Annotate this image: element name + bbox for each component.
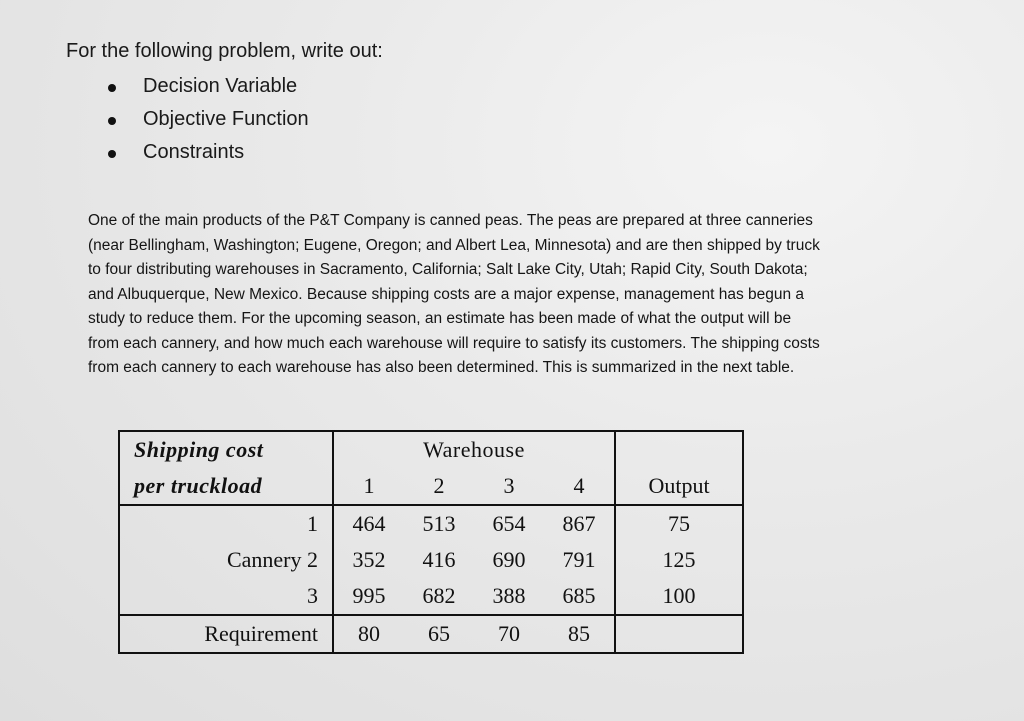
paragraph-line: to four distributing warehouses in Sacramento, California; Salt Lake City, Utah; Rapid City, South Dakota;	[88, 261, 808, 278]
cost-cell: 352	[352, 547, 386, 572]
corner-header-line1: Shipping cost	[119, 431, 333, 468]
cost-cell: 654	[492, 511, 526, 536]
shipping-cost-table	[118, 430, 744, 654]
cost-cell: 791	[562, 547, 596, 572]
problem-paragraph	[88, 209, 1008, 381]
bullet-text: Decision Variable	[143, 75, 298, 97]
bullet-item	[100, 72, 309, 105]
cost-cell: 690	[492, 547, 526, 572]
cost-cell: 416	[422, 547, 456, 572]
output-cell: 100	[615, 578, 743, 615]
paragraph-line: study to reduce them. For the upcoming season, an estimate has been made of what the output will be	[88, 310, 792, 327]
cost-cell: 867	[562, 511, 596, 536]
instructions-heading: For the following problem, write out:	[66, 40, 383, 62]
cannery-number: 3	[119, 578, 333, 615]
cannery-label: Cannery	[226, 547, 302, 572]
cost-cell: 388	[492, 583, 526, 608]
bullet-text: Objective Function	[143, 108, 309, 130]
bullet-item	[100, 105, 309, 138]
output-cell: 125	[615, 542, 743, 578]
requirement-row	[119, 615, 743, 653]
requirement-label: Requirement	[119, 615, 333, 653]
requirement-cell: 70	[474, 615, 544, 653]
paragraph-line: (near Bellingham, Washington; Eugene, Oregon; and Albert Lea, Minnesota) and are then shipped by truck	[88, 236, 820, 254]
paragraph-line: from each cannery to each warehouse has also been determined. This is summarized in the next table.	[88, 359, 795, 376]
table-row	[119, 542, 743, 578]
requirement-cell: 85	[544, 615, 615, 653]
cannery-number: 1	[119, 505, 333, 542]
paragraph-line: from each cannery, and how much each warehouse will require to satisfy its customers. The shipping costs	[88, 334, 820, 352]
cost-cell: 513	[422, 511, 456, 536]
requirement-output-empty	[615, 615, 743, 653]
bullet-dot-icon	[108, 150, 116, 158]
cannery-number: 2	[307, 547, 318, 572]
bullet-text: Constraints	[143, 141, 245, 163]
table-row	[119, 578, 743, 615]
warehouse-number: 3	[474, 468, 544, 505]
table-header-row-1	[119, 431, 743, 468]
instructions-list	[100, 72, 309, 171]
table-row	[119, 505, 743, 542]
bullet-item	[100, 138, 309, 171]
cannery-label-cell	[119, 542, 333, 578]
cost-cell: 995	[352, 583, 386, 608]
warehouse-number: 4	[544, 468, 615, 505]
bullet-dot-icon	[108, 117, 116, 125]
table-header-row-2	[119, 468, 743, 505]
warehouse-header: Warehouse	[333, 431, 615, 468]
output-cell: 75	[615, 505, 743, 542]
bullet-dot-icon	[108, 84, 116, 92]
paragraph-line: One of the main products of the P&T Company is canned peas. The peas are prepared at three canneries	[88, 212, 813, 229]
requirement-cell: 80	[333, 615, 404, 653]
warehouse-number: 1	[333, 468, 404, 505]
cost-cell: 682	[422, 583, 456, 608]
warehouse-number: 2	[404, 468, 474, 505]
corner-header-line2: per truckload	[119, 468, 333, 505]
output-header-spacer	[615, 431, 743, 468]
cost-cell: 464	[352, 511, 386, 536]
cost-cell: 685	[562, 583, 596, 608]
paragraph-line: and Albuquerque, New Mexico. Because shipping costs are a major expense, management has begun a	[88, 285, 805, 303]
requirement-cell: 65	[404, 615, 474, 653]
output-header: Output	[615, 468, 743, 505]
